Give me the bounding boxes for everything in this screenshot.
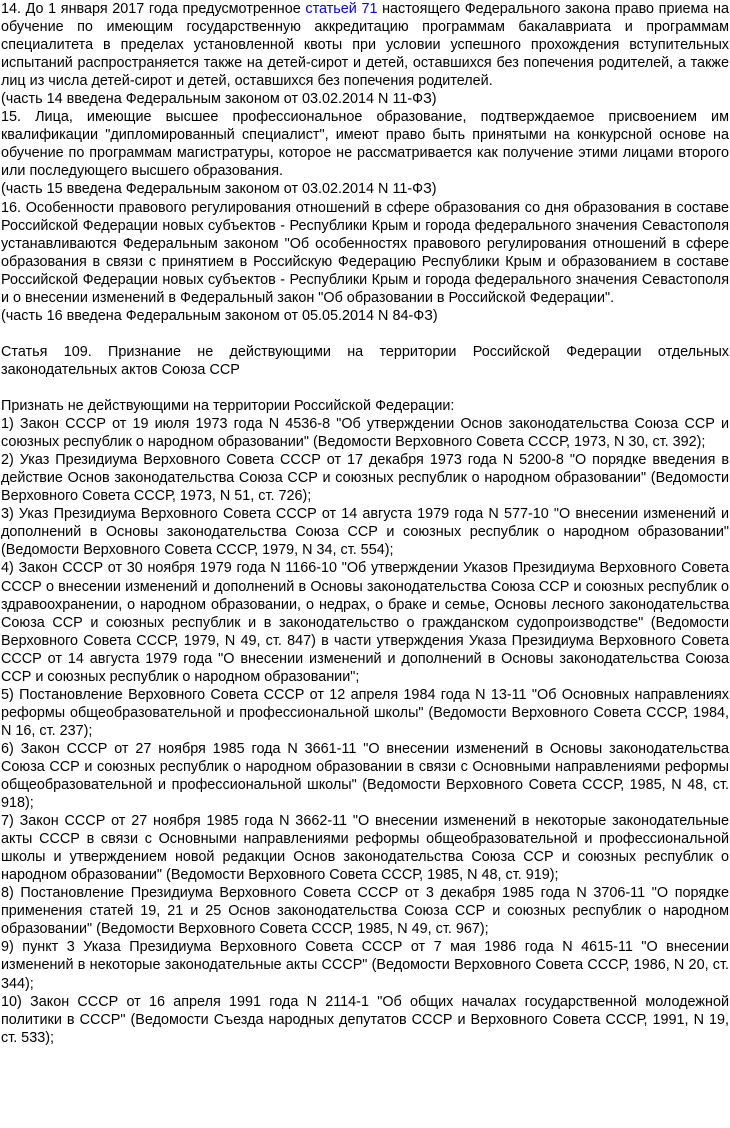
spacer [1,379,729,397]
repealed-act-item-6: 6) Закон СССР от 27 ноября 1985 года N 3661-11 "О внесении изменений в Основы законодательства Союза ССР и союзных республик о народном образовании в связи с Основными направлениями реформы общеобразовательной и профессиональной школы" (Ведомости Верховного Совета СССР, 1985, N 48, ст. 918); [1,740,729,812]
article-109-title: Статья 109. Признание не действующими на территории Российской Федерации отдельных законодательных актов Союза ССР [1,343,729,378]
repealed-act-item-1: 1) Закон СССР от 19 июля 1973 года N 4536-8 "Об утверждении Основ законодательства Союза ССР и союзных республик о народном образовании" (Ведомости Верховного Совета СССР, 1973, N 30, ст. 392); [1,416,729,451]
part-16-amendment-note: (часть 16 введена Федеральным законом от 05.05.2014 N 84-ФЗ) [1,307,438,324]
article-71-link[interactable]: статьей 71 [305,1,378,17]
article-109-intro: Признать не действующими на территории Российской Федерации: [1,398,455,415]
repealed-act-item-7: 7) Закон СССР от 27 ноября 1985 года N 3662-11 "О внесении изменений в некоторые законодательные акты СССР в связи с Основными направлениями реформы общеобразовательной и профессиональной школы и утверждением новой редакции Основ законодательства Союза ССР и союзных республик о народном образовании" (Ведомости Верховного Совета СССР, 1985, N 48, ст. 919); [1,813,729,884]
part-16-paragraph: 16. Особенности правового регулирования отношений в сфере образования со дня образования в составе Российской Федерации новых субъектов - Республики Крым и города федерального значения Севастополя устанавливаются Федеральным законом "Об особенностях правового регулирования отношений в сфере образования в связи с принятием в Российскую Федерацию Республики Крым и образованием в составе Российской Федерации новых субъектов - Республики Крым и города федерального значения Севастополя и о внесении изменений в Федеральный закон "Об образовании в Российской Федерации". [1,199,729,306]
part-15-amendment-note: (часть 15 введена Федеральным законом от 03.02.2014 N 11-ФЗ) [1,181,437,198]
part-14-text-end: настоящего Федерального закона право приема на обучение по имеющим государственную аккредитацию программам бакалавриата и программам специалитета в пределах установленной квоты при условии успешного прохождения вступительных испытаний распространяется также на детей-сирот и детей, оставшихся без попечения родителей, а также лиц из числа детей-сирот и детей, оставшихся без попечения родителей. [1,1,729,90]
repealed-act-item-2: 2) Указ Президиума Верховного Совета СССР от 17 декабря 1973 года N 5200-8 "О порядке введения в действие Основ законодательства Союза ССР и союзных республик о народном образовании" (Ведомости Верховного Совета СССР, 1973, N 51, ст. 726); [1,452,729,505]
spacer [1,325,729,343]
repealed-act-item-8: 8) Постановление Президиума Верховного Совета СССР от 3 декабря 1985 года N 3706-11 "О порядке применения статей 19, 21 и 25 Основ законодательства Союза ССР и союзных республик о народном образовании" (Ведомости Верховного Совета СССР, 1985, N 49, ст. 967); [1,885,729,938]
part-14-text-start: 14. До 1 января 2017 года предусмотренное [1,1,306,17]
repealed-act-item-5: 5) Постановление Верховного Совета СССР от 12 апреля 1984 года N 13-11 "Об Основных направлениях реформы общеобразовательной и профессиональной школы" (Ведомости Верховного Совета СССР, 1984, N 16, ст. 237); [1,686,729,739]
part-14-amendment-note: (часть 14 введена Федеральным законом от 03.02.2014 N 11-ФЗ) [1,91,437,108]
part-14-paragraph [1,0,729,90]
part-15-paragraph: 15. Лица, имеющие высшее профессиональное образование, подтверждаемое присвоением им квалификации "дипломированный специалист", имеют право быть принятыми на конкурсной основе на обучение по программам магистратуры, которое не рассматривается как получение этими лицами второго или последующего высшего образования. [1,109,729,180]
repealed-act-item-3: 3) Указ Президиума Верховного Совета СССР от 14 августа 1979 года N 577-10 "О внесении изменений и дополнений в Основы законодательства Союза ССР и союзных республик о народном образовании" (Ведомости Верховного Совета СССР, 1979, N 34, ст. 554); [1,506,729,559]
repealed-act-item-10: 10) Закон СССР от 16 апреля 1991 года N 2114-1 "Об общих началах государственной молодежной политики в СССР" (Ведомости Съезда народных депутатов СССР и Верховного Совета СССР, 1991, N 19, ст. 533); [1,993,729,1046]
repealed-act-item-9: 9) пункт 3 Указа Президиума Верховного Совета СССР от 7 мая 1986 года N 4615-11 "О внесении изменений в некоторые законодательные акты СССР" (Ведомости Верховного Совета СССР, 1986, N 20, ст. 344); [1,939,729,992]
repealed-act-item-4: 4) Закон СССР от 30 ноября 1979 года N 1166-10 "Об утверждении Указов Президиума Верховного Совета СССР о внесении изменений и дополнений в Основы законодательства Союза ССР и союзных республик о здравоохранении, о народном образовании, о недрах, о браке и семье, Основы лесного законодательства Союза ССР и союзных республик и в законодательство о гражданском судопроизводстве" (Ведомости Верховного Совета СССР, 1979, N 49, ст. 847) в части утверждения Указа Президиума Верховного Совета СССР от 14 августа 1979 года "О внесении изменений и дополнений в Основы законодательства Союза ССР и союзных республик о народном образовании"; [1,560,729,685]
